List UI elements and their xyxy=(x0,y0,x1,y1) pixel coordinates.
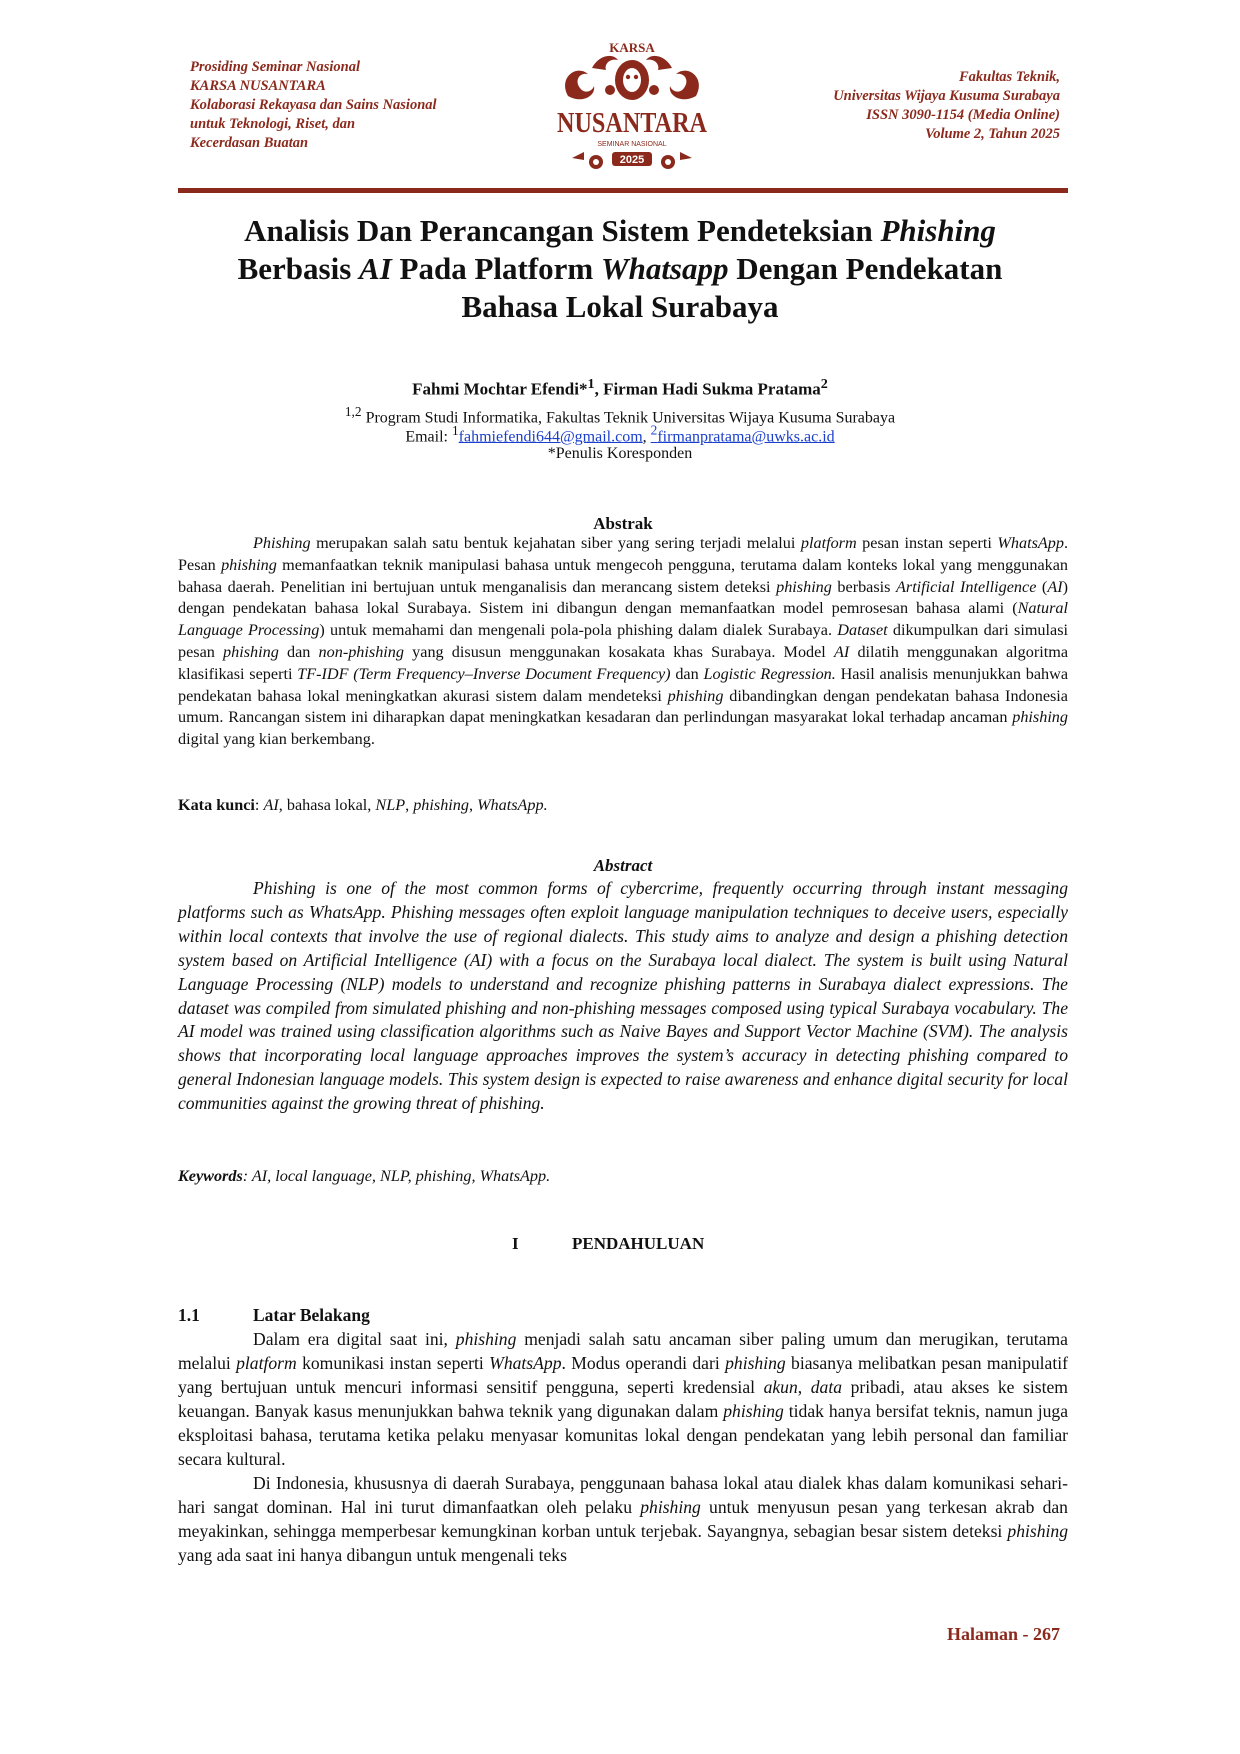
email-sup: 2 xyxy=(650,423,658,438)
header-left-line: Kolaborasi Rekayasa dan Sains Nasional xyxy=(190,97,437,113)
affiliation-text: Program Studi Informatika, Fakultas Teknik Universitas Wijaya Kusuma Surabaya xyxy=(361,409,896,427)
keywords-label: Keywords xyxy=(178,1167,243,1185)
title-text: AI xyxy=(359,251,392,286)
page-number: Halaman - 267 xyxy=(946,1624,1060,1644)
keywords-en: Keywords: AI, local language, NLP, phishing, WhatsApp. xyxy=(178,1167,551,1185)
title-text: Analisis Dan Perancangan Sistem Pendeteksian xyxy=(244,213,881,248)
corresponding-note: *Penulis Koresponden xyxy=(547,445,693,462)
body-paragraph-1: Dalam era digital saat ini, phishing menjadi salah satu ancaman siber paling umum dan merugikan, terutama melalui platform komunikasi instan seperti WhatsApp. Modus operandi dari phishing biasanya melibatkan pesan manipulatif yang bertujuan untuk mencuri informasi sensitif pengguna, seperti kredensial akun, data pribadi, atau akses ke sistem keuangan. Banyak kasus menunjukkan bahwa teknik yang digunakan dalam phishing tidak hanya bersifat teknis, namun juga eksploitasi bahasa, terutama ketika pelaku menyasar komunitas lokal dengan pendekatan yang lebih personal dan familiar secara kultural. xyxy=(178,1329,1069,1469)
email-sep: , xyxy=(642,428,651,446)
title-text: Whatsapp xyxy=(601,251,729,286)
header-left-line: Kecerdasan Buatan xyxy=(190,135,309,151)
title-text: Dengan Pendekatan xyxy=(728,251,1003,286)
chapter-number: I xyxy=(512,1234,519,1253)
abstrak-heading: Abstrak xyxy=(593,514,653,533)
logo-main-text: NUSANTARA xyxy=(557,107,708,139)
abstract-heading: Abstract xyxy=(593,856,653,875)
header-right xyxy=(730,68,1060,144)
paper-title xyxy=(170,212,1070,326)
header-right-line: Universitas Wijaya Kusuma Surabaya xyxy=(833,88,1060,104)
keywords-label: Kata kunci xyxy=(178,796,255,814)
email-sup: 1 xyxy=(451,423,459,438)
email-link-2[interactable]: firmanpratama@uwks.ac.id xyxy=(657,428,835,446)
header-left xyxy=(190,58,520,153)
subsection-heading xyxy=(178,1305,370,1326)
email-label: Email: xyxy=(405,428,452,446)
header-left-line: KARSA NUSANTARA xyxy=(190,78,326,94)
title-text: Bahasa Lokal Surabaya xyxy=(461,289,779,324)
title-text: Berbasis xyxy=(237,251,360,286)
logo-top-text: KARSA xyxy=(609,40,655,55)
title-text: Phishing xyxy=(880,213,996,248)
body-paragraph-2: Di Indonesia, khususnya di daerah Surabaya, penggunaan bahasa lokal atau dialek khas dalam komunikasi sehari-hari sangat dominan. Hal ini turut dimanfaatkan oleh pelaku phishing untuk menyusun pesan yang terkesan akrab dan meyakinkan, sehingga memperbesar kemungkinan korban untuk terjebak. Sayangnya, sebagian besar sistem deteksi phishing yang ada saat ini hanya dibangun untuk mengenali teks xyxy=(178,1473,1068,1565)
author-sup: 2 xyxy=(820,376,828,392)
abstrak-body: Phishing merupakan salah satu bentuk kejahatan siber yang sering terjadi melalui platform pesan instan seperti WhatsApp. Pesan phishing memanfaatkan teknik manipulasi bahasa untuk mengecoh pengguna, terutama dalam konteks lokal yang menggunakan bahasa daerah. Penelitian ini bertujuan untuk menganalisis dan merancang sistem deteksi phishing berbasis Artificial Intelligence (AI) dengan pendekatan bahasa lokal Surabaya. Sistem ini dibangun dengan memanfaatkan model pemrosesan bahasa alami (Natural Language Processing) untuk memahami dan mengenali pola-pola phishing dalam dialek Surabaya. Dataset dikumpulkan dari simulasi pesan phishing dan non-phishing yang disusun menggunakan kosakata khas Surabaya. Model AI dilatih menggunakan algoritma klasifikasi seperti TF-IDF (Term Frequency–Inverse Document Frequency) dan Logistic Regression. Hasil analisis menunjukkan bahwa pendekatan bahasa lokal meningkatkan akurasi sistem dalam mendeteksi phishing dibandingkan dengan pendekatan bahasa Indonesia umum. Rancangan sistem ini diharapkan dapat meningkatkan kesadaran dan perlindungan masyarakat lokal terhadap ancaman phishing digital yang kian berkembang. xyxy=(178,534,1069,749)
title-text: Pada Platform xyxy=(391,251,602,286)
logo-sub-text: SEMINAR NASIONAL xyxy=(597,141,667,148)
header-right-line: ISSN 3090-1154 (Media Online) xyxy=(866,107,1060,123)
chapter-title: PENDAHULUAN xyxy=(572,1234,705,1253)
header-divider xyxy=(178,188,1068,193)
abstract-body: Phishing is one of the most common forms of cybercrime, frequently occurring through instant messaging platforms such as WhatsApp. Phishing messages often exploit language manipulation techniques to deceive users, especially within local contexts that involve the use of regional dialects. This study aims to analyze and design a phishing detection system based on Artificial Intelligence (AI) with a focus on the Surabaya local dialect. The system is built using Natural Language Processing (NLP) models to understand and recognize phishing patterns in Surabaya dialect expressions. The dataset was compiled from simulated phishing and non-phishing messages composed using typical Surabaya vocabulary. The AI model was trained using classification algorithms such as Naive Bayes and Support Vector Machine (SVM). The analysis shows that incorporating local language approaches improves the system’s accuracy in detecting phishing compared to general Indonesian language models. This system design is expected to raise awareness and enhance digital security for local communities against the growing threat of phishing. xyxy=(178,878,1068,1114)
author-sup: 1 xyxy=(587,376,595,392)
author-list xyxy=(170,376,1070,400)
header-right-line: Fakultas Teknik, xyxy=(959,69,1060,85)
subsection-number: 1.1 xyxy=(178,1305,200,1325)
author-name: Firman Hadi Sukma Pratama xyxy=(603,379,821,399)
logo-year: 2025 xyxy=(619,154,645,166)
header-right-line: Volume 2, Tahun 2025 xyxy=(925,126,1060,142)
chapter-heading xyxy=(512,1234,704,1254)
email-line xyxy=(170,423,1070,446)
author-sep: , xyxy=(594,379,604,399)
affiliation-sup: 1,2 xyxy=(344,404,362,419)
header-left-line: Prosiding Seminar Nasional xyxy=(190,59,361,75)
subsection-title: Latar Belakang xyxy=(253,1305,370,1325)
kata-kunci: Kata kunci: AI, bahasa lokal, NLP, phishing, WhatsApp. xyxy=(178,796,548,814)
author-name: Fahmi Mochtar Efendi* xyxy=(412,379,588,399)
karsa-nusantara-logo-icon xyxy=(548,38,716,174)
header-left-line: untuk Teknologi, Riset, dan xyxy=(190,116,356,132)
email-link-1[interactable]: fahmiefendi644@gmail.com xyxy=(458,428,643,446)
